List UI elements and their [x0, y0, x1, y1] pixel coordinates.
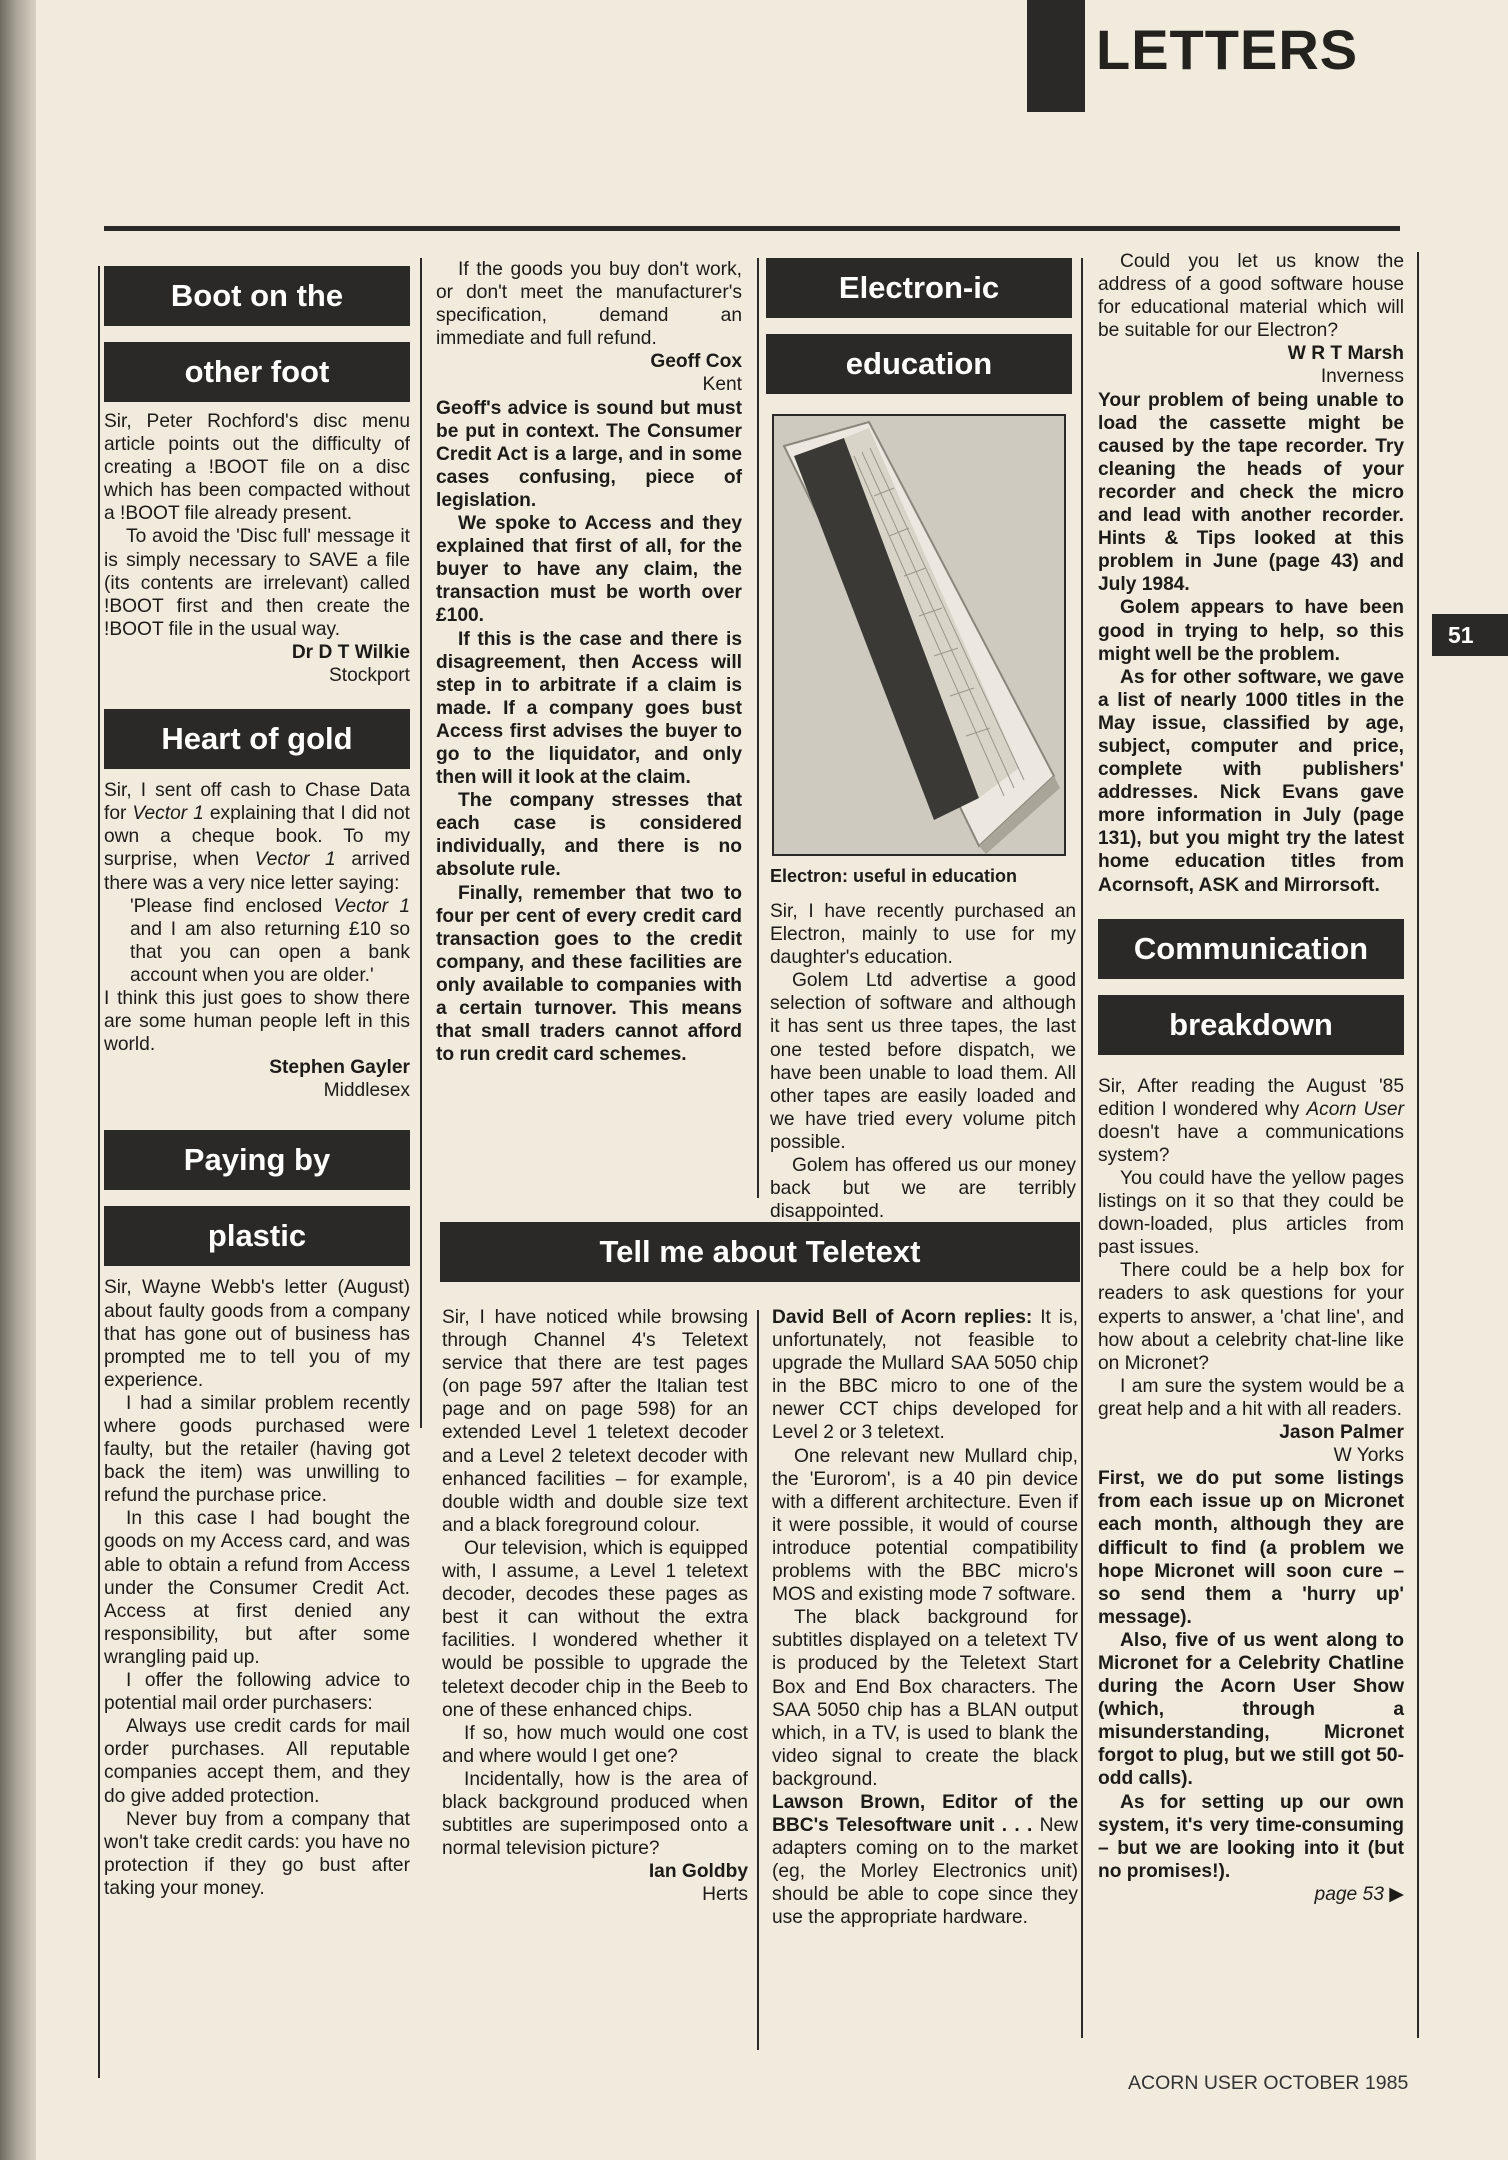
letter3-reply: We spoke to Access and they explained that first of all, for the buyer to have any claim, the transaction must be worth over £100. — [436, 513, 742, 627]
letter3-place: Kent — [702, 374, 742, 396]
electron-photo — [772, 414, 1066, 856]
letter5-reply: The black background for subtitles displayed on a teletext TV is produced by the Teletext Start Box and End Box characters. The SAA 5050 chip has a BLAN output which, in a TV, is used to blank the video signal to create the black background. — [772, 1607, 1078, 1790]
photo-caption: Electron: useful in education — [770, 866, 1018, 886]
column-teletext-left — [442, 1306, 748, 1906]
letter3-heading-1: Paying by — [104, 1130, 410, 1190]
column-rule — [1417, 252, 1419, 2038]
column-2 — [436, 258, 742, 1066]
letter4-reply: As for other software, we gave a list of nearly 1000 titles in the May issue, classified by age, subject, computer and price, complete with publishers' addresses. Nick Evans gave more information in July (page 131), but you might try the latest home education titles from Acornsoft, ASK and Mirrorsoft. — [1098, 666, 1404, 896]
column-1 — [104, 266, 410, 1900]
letter4-body: Golem has offered us our money back but we are terribly disappointed. — [770, 1155, 1076, 1223]
letter3-body: In this case I had bought the goods on my Access card, and was able to obtain a refund from Access under the Consumer Credit Act. Access at first denied any responsibility, but after some wrangling paid up. — [104, 1508, 410, 1668]
letter4-reply: Your problem of being unable to load the cassette might be caused by the tape recorder. Try cleaning the heads of your recorder and check the micro and lead with another recorder. Hints & Tips looked at this problem in June (page 43) and July 1984. — [1098, 389, 1404, 596]
letter4-author: W R T Marsh — [1287, 343, 1404, 365]
column-rule — [757, 1310, 759, 2050]
letter6-heading-1: Communication — [1098, 919, 1404, 979]
letter5-heading: Tell me about Teletext — [440, 1222, 1080, 1282]
letter6-place: W Yorks — [1333, 1445, 1404, 1467]
letter3-reply: If this is the case and there is disagreement, then Access will step in to arbitrate if a claim is made. If a company goes bust Access first advises the buyer to go to the liquidator, and only then will it look at the claim. — [436, 628, 742, 789]
letter6-author: Jason Palmer — [1279, 1422, 1404, 1444]
column-teletext-right — [772, 1306, 1078, 1930]
column-3-top — [766, 258, 1072, 394]
letter1-author: Dr D T Wilkie — [291, 641, 410, 663]
page-binding-edge — [0, 0, 36, 2160]
column-rule — [98, 266, 100, 2078]
letter3-body: If the goods you buy don't work, or don't meet the manufacturer's specification, demand an immediate and full refund. — [436, 259, 742, 350]
letter5-reply: Lawson Brown, Editor of the BBC's Telesoftware unit . . . New adapters coming on to the market (eg, the Morley Electronics unit) should be able to cope since they use the appropriate hardware. — [772, 1791, 1078, 1929]
column-rule — [1081, 258, 1083, 2038]
letter5-body: Our television, which is equipped with, I assume, a Level 1 teletext decoder, decodes these pages as best it can without the extra facilities. I wondered whether it would be possible to upgrade the teletext decoder chip in the Beeb to one of these enhanced chips. — [442, 1537, 748, 1721]
column-rule — [420, 258, 422, 1428]
column-rule — [757, 258, 759, 1198]
letter3-body: Always use credit cards for mail order purchases. All reputable companies accept them, and they do give added protection. — [104, 1716, 410, 1807]
letter2-heading: Heart of gold — [104, 709, 410, 769]
letter3-reply: The company stresses that each case is considered individually, and there is no absolute rule. — [436, 790, 742, 881]
letter4-heading-2: education — [766, 334, 1072, 394]
letter4-body: Sir, I have recently purchased an Electron, mainly to use for my daughter's education. — [770, 901, 1076, 969]
section-title: LETTERS — [1096, 18, 1359, 81]
header-rule — [104, 226, 1400, 231]
letter3-author: Geoff Cox — [650, 351, 742, 373]
letter2-body: Sir, I sent off cash to Chase Data for Vector 1 explaining that I did not own a cheque book. To my surprise, when Vector 1 arrived there was a very nice letter saying: — [104, 780, 411, 894]
letter1-place: Stockport — [328, 665, 410, 687]
letter2-place: Middlesex — [323, 1080, 410, 1102]
letter4-reply: Golem appears to have been good in trying to help, so this might well be the problem. — [1098, 597, 1404, 665]
footer-issue: ACORN USER OCTOBER 1985 — [1128, 2072, 1409, 2094]
letter3-reply: Finally, remember that two to four per cent of every credit card transaction goes to the credit company, and these facilities are only available to companies with a certain turnover. This means that small traders cannot afford to run credit card schemes. — [436, 882, 742, 1066]
column-4 — [1098, 250, 1404, 1906]
letter6-body: There could be a help box for readers to ask questions for your experts to answer, a 'chat line', and how about a celebrity chat-line like on Micronet? — [1098, 1260, 1404, 1374]
letter3-heading-2: plastic — [104, 1206, 410, 1266]
letter5-reply: One relevant new Mullard chip, the 'Eurorom', is a 40 pin device with a different architecture. Even if it were possible, it would of course introduce potential compatibility problems with the BBC micro's MOS and existing mode 7 software. — [772, 1445, 1078, 1606]
letter5-body: If so, how much would one cost and where would I get one? — [442, 1722, 748, 1767]
letter1-heading-1: Boot on the — [104, 266, 410, 326]
letter4-heading-1: Electron-ic — [766, 258, 1072, 318]
column-3-body — [770, 900, 1076, 1223]
letter3-body: Never buy from a company that won't take credit cards: you have no protection if they go bust after taking your money. — [104, 1808, 410, 1899]
letter5-author: Ian Goldby — [648, 1861, 748, 1883]
letter5-reply: David Bell of Acorn replies: It is, unfortunately, not feasible to upgrade the Mullard SAA 5050 chip in the BBC micro to one of the newer CCT chips developed for Level 2 or 3 teletext. — [772, 1307, 1079, 1444]
letter2-quote: 'Please find enclosed Vector 1 and I am also returning £10 so that you can open a bank account when you are older.' — [130, 895, 410, 986]
letter1-heading-2: other foot — [104, 342, 410, 402]
letter3-reply: Geoff's advice is sound but must be put in context. The Consumer Credit Act is a large, and in some cases confusing, piece of legislation. — [436, 397, 742, 511]
acorn-electron-computer-icon — [774, 416, 1064, 854]
letter6-body: You could have the yellow pages listings on it so that they could be down-loaded, plus articles from past issues. — [1098, 1168, 1404, 1259]
letter3-body: I had a similar problem recently where goods purchased were faulty, but the retailer (having got back the item) was unwilling to refund the purchase price. — [104, 1392, 410, 1507]
letter6-reply: As for setting up our own system, it's very time-consuming – but we are looking into it (but no promises!). — [1098, 1791, 1404, 1882]
letter1-body: Sir, Peter Rochford's disc menu article points out the difficulty of creating a !BOOT file on a disc which has been compacted without a !BOOT file already present. — [104, 411, 410, 525]
letter1-body: To avoid the 'Disc full' message it is simply necessary to SAVE a file (its contents are irrelevant) called !BOOT first and then create the !BOOT file in the usual way. — [104, 526, 410, 640]
letter6-heading-2: breakdown — [1098, 995, 1404, 1055]
letter4-body: Golem Ltd advertise a good selection of software and although it has sent us three tapes, the last one tested before dispatch, we have been unable to load them. All other tapes are easily loaded and we have tried every volume pitch possible. — [770, 970, 1076, 1153]
letter4-place: Inverness — [1320, 366, 1404, 388]
continued-link[interactable]: page 53 ▶ — [1314, 1883, 1404, 1905]
letter6-reply: Also, five of us went along to Micronet for a Celebrity Chatline during the Acorn User Show (which, through a misunderstanding, Micronet forgot to plug, but we still got 50-odd calls). — [1098, 1629, 1404, 1790]
letter6-body: I am sure the system would be a great help and a hit with all readers. — [1098, 1375, 1404, 1420]
letter3-body: Sir, Wayne Webb's letter (August) about faulty goods from a company that has gone out of business has prompted me to tell you of my experience. — [104, 1277, 410, 1391]
letter5-heading-bar — [440, 1222, 1080, 1282]
letter6-reply: First, we do put some listings from each issue up on Micronet each month, although they are difficult to find (a problem we hope Micronet will soon cure – so send them a 'hurry up' message). — [1098, 1468, 1404, 1628]
letter4-body: Could you let us know the address of a good software house for educational material which will be suitable for our Electron? — [1098, 251, 1404, 342]
page-number: 51 — [1432, 614, 1508, 656]
letter3-body: I offer the following advice to potential mail order purchasers: — [104, 1670, 410, 1715]
letter5-body: Incidentally, how is the area of black background produced when subtitles are superimposed onto a normal television picture? — [442, 1768, 748, 1860]
header-block — [1027, 0, 1085, 112]
letter2-body: I think this just goes to show there are some human people left in this world. — [104, 987, 410, 1056]
letter5-body: Sir, I have noticed while browsing through Channel 4's Teletext service that there are test pages (on page 597 after the Italian test page and on page 598) for an extended Level 1 teletext decoder and a Level 2 teletext decoder with enhanced facilities – for example, double width and double size text and a black foreground colour. — [442, 1307, 748, 1536]
letter5-place: Herts — [702, 1884, 748, 1906]
letter2-author: Stephen Gayler — [269, 1057, 410, 1079]
letter6-body: Sir, After reading the August '85 edition I wondered why Acorn User doesn't have a communications system? — [1098, 1075, 1404, 1166]
